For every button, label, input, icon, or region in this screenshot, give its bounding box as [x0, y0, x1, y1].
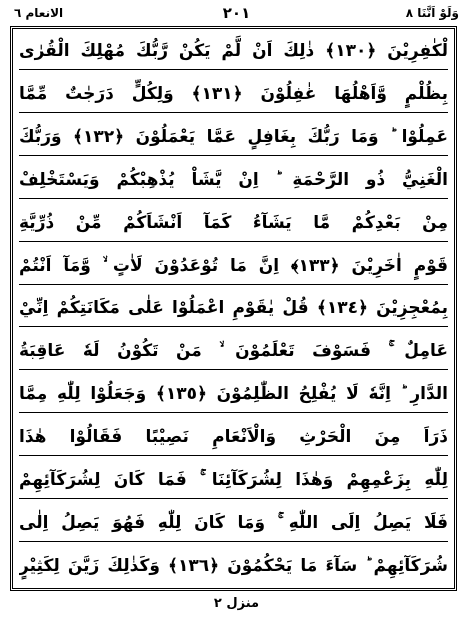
verse-lines	[19, 33, 448, 584]
text-line-1: لْكٰفِرِيْنَ ﴿١٣٠﴾ ذٰلِكَ اَنْ لَّمْ يَكُنْ رَّبُّكَ مُهْلِكَ الْقُرٰى	[19, 33, 448, 70]
text-line-10: ذَرَاَ مِنَ الْحَرْثِ وَالْاَنْعَامِ نَصِيْبًا فَقَالُوْا هٰذَا	[19, 419, 448, 456]
page-header	[10, 4, 463, 24]
text-line-4: الْغَنِيُّ ذُو الرَّحْمَةِ ؕ اِنْ يَّشَاْ يُذْهِبْكُمْ وَيَسْتَخْلِفْ	[19, 162, 448, 199]
juz-label: وَلَوْ اَنَّنَا ٨	[405, 6, 459, 20]
text-line-6: قَوْمٍ اٰخَرِيْنَ ﴿١٣٣﴾ اِنَّ مَا تُوْعَدُوْنَ لَاٰتٍ ۙ وَّمَآ اَنْتُمْ	[19, 248, 448, 285]
text-line-13: شُرَكَآئِهِمْ ؕ سَآءَ مَا يَحْكُمُوْنَ ﴿١٣٦﴾ وَكَذٰلِكَ زَيَّنَ لِكَثِيْرٍ	[19, 555, 448, 576]
page-number: ٢٠١	[222, 4, 251, 22]
text-line-9: الدَّارِ ؕ اِنَّهٗ لَا يُفْلِحُ الظّٰلِمُوْنَ ﴿١٣٥﴾ وَجَعَلُوْا لِلّٰهِ مِمَّا	[19, 376, 448, 413]
surah-label: الانعام ٦	[14, 6, 64, 20]
text-frame	[10, 26, 457, 591]
text-line-3: عَمِلُوْا ؕ وَمَا رَبُّكَ بِغَافِلٍ عَمَّا يَعْمَلُوْنَ ﴿١٣٢﴾ وَرَبُّكَ	[19, 119, 448, 156]
manzil-footer: منزل ٢	[213, 596, 260, 611]
text-line-12: فَلَا يَصِلُ اِلَى اللّٰهِ ۚ وَمَا كَانَ لِلّٰهِ فَهُوَ يَصِلُ اِلٰى	[19, 505, 448, 542]
text-line-5: مِنْ بَعْدِكُمْ مَّا يَشَآءُ كَمَآ اَنْشَاَكُمْ مِّنْ ذُرِّيَّةِ	[19, 205, 448, 242]
text-line-7: بِمُعْجِزِيْنَ ﴿١٣٤﴾ قُلْ يٰقَوْمِ اعْمَلُوْا عَلٰى مَكَانَتِكُمْ اِنِّيْ	[19, 290, 448, 327]
text-line-2: بِظُلْمٍ وَّاَهْلُهَا غٰفِلُوْنَ ﴿١٣١﴾ وَلِكُلٍّ دَرَجٰتٌ مِّمَّا	[19, 76, 448, 113]
text-line-8: عَامِلٌ ۚ فَسَوْفَ تَعْلَمُوْنَ ۙ مَنْ تَكُوْنُ لَهٗ عَاقِبَةُ	[19, 333, 448, 370]
text-line-11: لِلّٰهِ بِزَعْمِهِمْ وَهٰذَا لِشُرَكَآئِنَا ۚ فَمَا كَانَ لِشُرَكَآئِهِمْ	[19, 462, 448, 499]
